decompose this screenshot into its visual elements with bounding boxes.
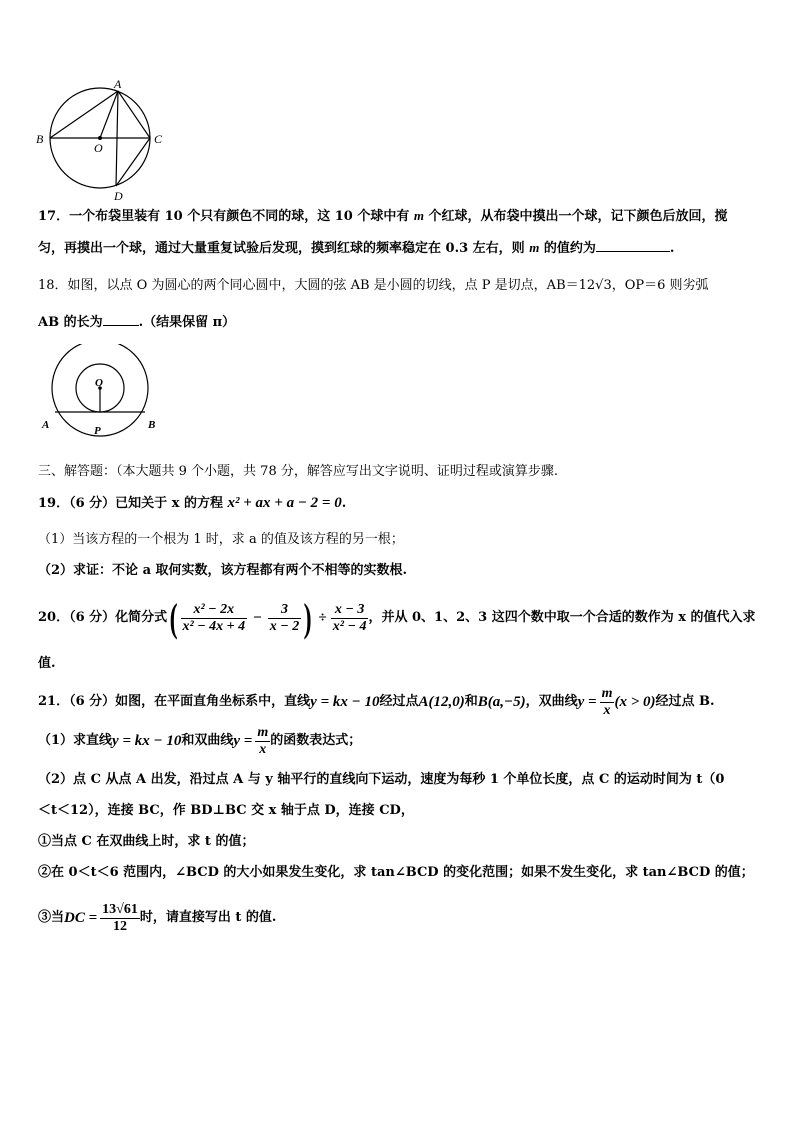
q19-head: 19．（6 分）已知关于 x 的方程 — [38, 496, 228, 511]
q21-sub3-num: 13√61 — [102, 901, 138, 917]
q20-f1-num: x² − 2x — [181, 602, 248, 619]
q20-fraction-2 — [268, 602, 301, 635]
q17-var-m2: m — [529, 240, 540, 255]
q19-equation: x² + ax + a − 2 = 0 — [227, 495, 342, 511]
q20-f2-den: x − 2 — [269, 618, 300, 634]
chord-ab — [50, 91, 118, 138]
section-heading-text: 三、解答题：（本大题共 9 个小题，共 78 分，解答应写出文字说明、证明过程或演算步骤. — [38, 464, 558, 479]
q17-text-d: 的值约为 — [539, 241, 596, 256]
q21-p1-yeq: y = — [233, 733, 253, 749]
q21-and: 和 — [464, 694, 478, 709]
q21-p1-fraction — [255, 725, 270, 758]
q21-p1-num: m — [257, 724, 269, 740]
q17-text-a: 17．一个布袋里装有 10 个只有颜色不同的球，这 10 个球中有 — [38, 209, 414, 224]
label-b: B — [148, 419, 156, 431]
q20-tail: ，并从 0、1、2、3 这四个数中取一个合适的数作为 x 的值代入求 — [368, 610, 756, 625]
q19-part1: （1）当该方程的一个根为 1 时，求 a 的值及该方程的另一根； — [38, 532, 404, 547]
q21-p1-a: （1）求直线 — [38, 733, 113, 748]
q21-point-a: A(12,0) — [418, 694, 465, 710]
label-a: A — [42, 419, 50, 431]
q21-p2-b: ＜t＜12），连接 BC，作 BD⊥BC 交 x 轴于点 D，连接 CD， — [38, 803, 414, 818]
q21-point-b: B(a,−5) — [477, 694, 526, 710]
q21-p1-b: 和双曲线 — [181, 733, 234, 748]
q21-condition: (x > 0) — [614, 694, 656, 710]
right-paren: ) — [303, 595, 312, 640]
q21-sub3-b: 时，请直接写出 t 的值. — [139, 910, 277, 925]
q17-text-c: 匀，再摸出一个球，通过大量重复试验后发现，摸到红球的频率稳定在 0.3 左右，则 — [38, 241, 530, 256]
label-c: C — [154, 132, 163, 146]
q20-fraction-3 — [331, 602, 369, 635]
q20-tail2: 值. — [38, 656, 56, 671]
chord-ac — [118, 91, 150, 138]
label-d: D — [114, 189, 123, 202]
q18-text-c: .（结果保留 π） — [138, 315, 236, 330]
figure-circle-abcd — [30, 76, 170, 202]
chord-cd — [116, 138, 150, 186]
q21-p1-c: 的函数表达式； — [270, 733, 362, 748]
q21-mid2: ，双曲线 — [525, 694, 578, 709]
q18-text-a: 18．如图，以点 O 为圆心的两个同心圆中，大圆的弦 AB 是小圆的切线，点 P 是切点，AB＝12√3，OP＝6 则劣弧 — [38, 278, 709, 293]
q18-text-b: AB 的长为 — [38, 315, 103, 330]
segment-ao — [100, 91, 118, 138]
q20-head: 20．（6 分）化简分式 — [38, 610, 168, 625]
q20-f3-den: x² − 4 — [332, 618, 367, 634]
label-a: A — [114, 77, 122, 91]
q17-var-m: m — [413, 208, 425, 223]
q21-sub3-a: ③当 — [38, 910, 65, 925]
q21-head: 21．（6 分）如图，在平面直角坐标系中，直线 — [38, 694, 311, 709]
q20-fraction-1 — [181, 602, 248, 635]
q21-p2-a: （2）点 C 从点 A 出发，沿过点 A 与 y 轴平行的直线向下运动，速度为每秒 1 个单位长度，点 C 的运动时间为 t（0 — [38, 772, 725, 787]
q21-line-eq: y = kx − 10 — [310, 694, 380, 710]
figure-concentric-circles — [36, 344, 166, 440]
label-o: O — [95, 377, 103, 389]
q20-f1-den: x² − 4x + 4 — [182, 618, 246, 634]
q17-text-b: 个红球，从布袋中摸出一个球，记下颜色后放回，搅 — [424, 209, 728, 224]
q19-part2: （2）求证：不论 a 取何实数，该方程都有两个不相等的实数根. — [38, 563, 408, 578]
left-paren: ( — [169, 595, 178, 640]
q21-sub3-dc: DC = — [64, 910, 98, 926]
q20-f2-num: 3 — [268, 602, 301, 619]
q21-y-eq: y = — [577, 694, 597, 710]
q21-sub1: ①当点 C 在双曲线上时，求 t 的值； — [38, 834, 255, 849]
q18-answer-blank[interactable] — [103, 313, 139, 326]
q21-mid: 经过点 — [379, 694, 419, 709]
label-o: O — [94, 141, 103, 155]
q20-minus: − — [253, 610, 262, 626]
q21-hyperbola-fraction — [600, 686, 615, 719]
q20-divide: ÷ — [318, 610, 327, 626]
q17-answer-blank[interactable] — [596, 239, 670, 252]
q20-f3-num: x − 3 — [331, 602, 369, 619]
q21-sub3-den: 12 — [113, 918, 127, 934]
q21-p1-eq: y = kx − 10 — [112, 733, 182, 749]
q21-sub3-fraction — [100, 902, 140, 935]
q21-m-num: m — [601, 685, 613, 701]
center-dot — [98, 136, 102, 140]
q21-end: 经过点 B. — [655, 694, 715, 709]
q21-sub2: ②在 0＜t＜6 范围内，∠BCD 的大小如果发生变化，求 tan∠BCD 的变化范围；如果不发生变化，求 tan∠BCD 的值； — [38, 865, 754, 880]
q19-end: . — [341, 496, 347, 511]
q17-end: . — [669, 241, 675, 256]
label-p: P — [94, 425, 101, 437]
q21-p1-den: x — [259, 741, 267, 757]
label-b: B — [36, 132, 44, 146]
section-heading — [38, 463, 558, 481]
q21-m-den: x — [603, 702, 611, 718]
